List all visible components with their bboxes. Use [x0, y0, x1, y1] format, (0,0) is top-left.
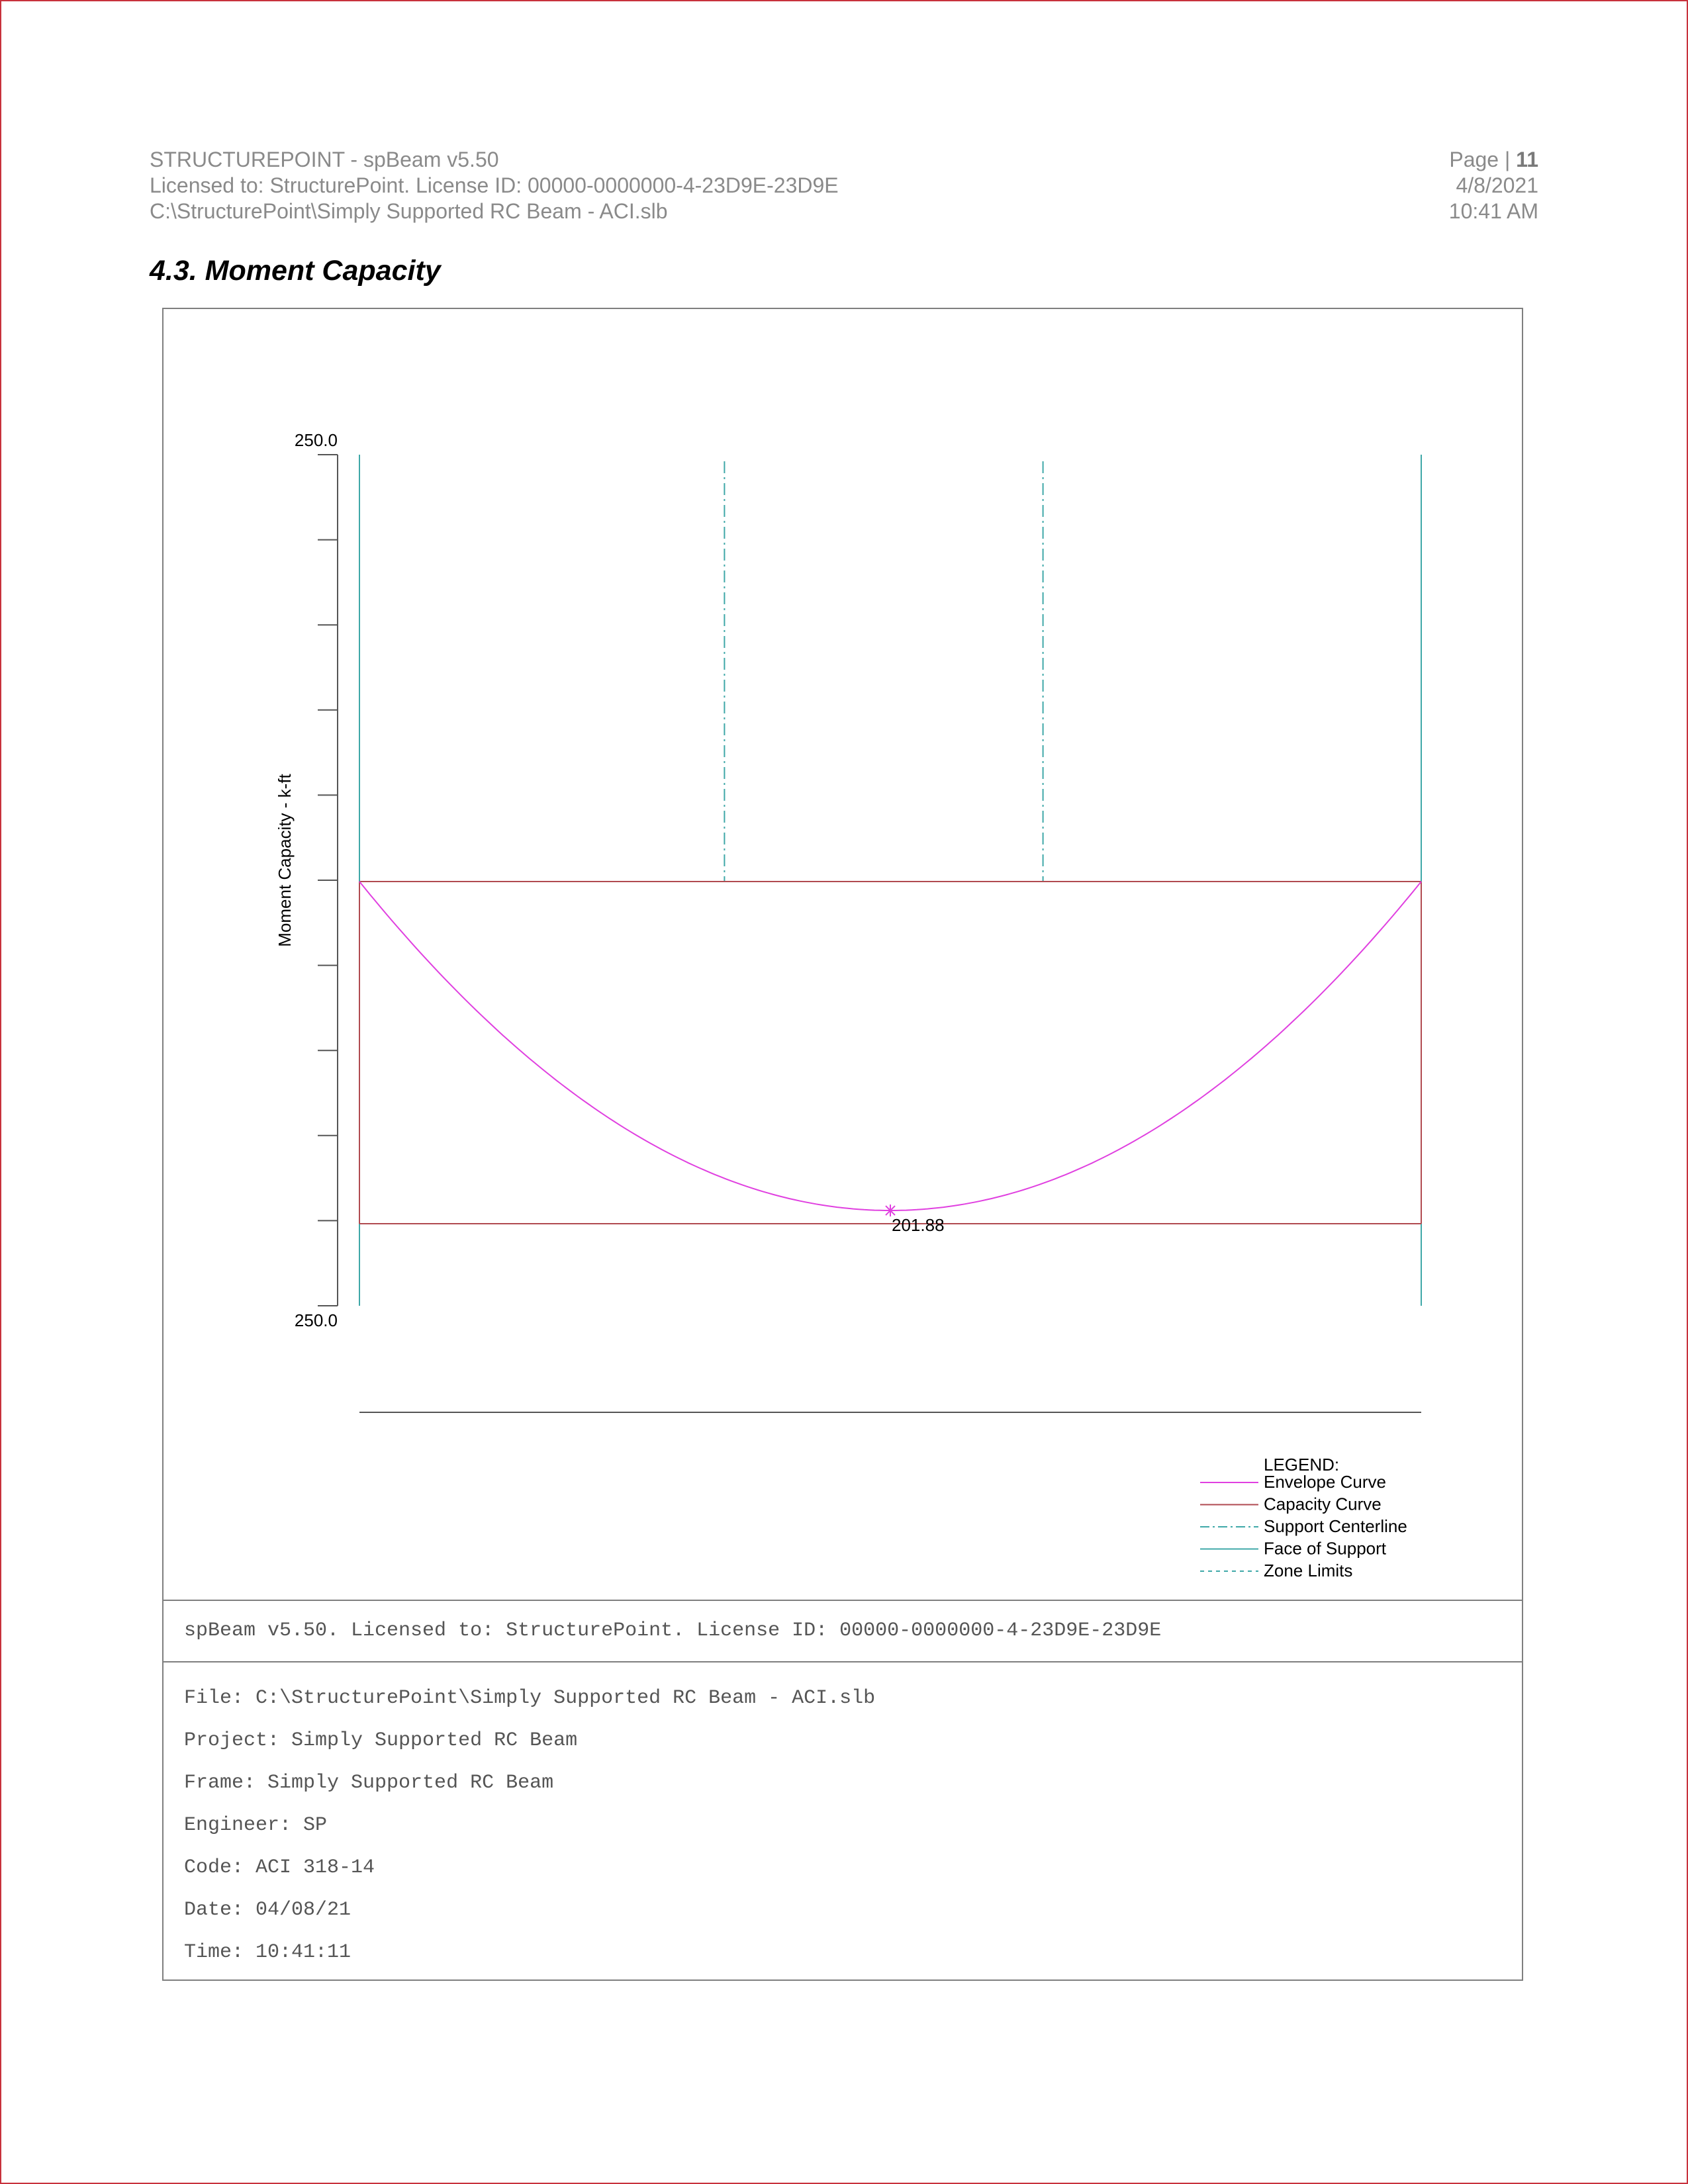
report-header-right: [1449, 147, 1538, 224]
info-project: Project: Simply Supported RC Beam: [184, 1729, 578, 1752]
y-axis-ticks: [318, 455, 338, 1306]
envelope-curve-line: [359, 882, 1421, 1210]
envelope-curve: [359, 882, 1421, 1210]
legend-item-label: Face of Support: [1264, 1538, 1386, 1559]
legend-title: LEGEND:: [1264, 1455, 1340, 1475]
info-engineer: Engineer: SP: [184, 1814, 328, 1837]
page-label: Page |: [1449, 148, 1517, 171]
y-axis-bottom-label: 250.0: [294, 1310, 338, 1330]
moment-capacity-chart: [164, 309, 1522, 1600]
header-time: 10:41 AM: [1448, 199, 1538, 223]
chart-frame: [162, 308, 1523, 1981]
info-date: Date: 04/08/21: [184, 1899, 352, 1921]
section-title: 4.3. Moment Capacity: [150, 255, 441, 287]
y-axis-top-label: 250.0: [294, 430, 338, 450]
report-header-left: [150, 147, 839, 224]
legend-item-label: Envelope Curve: [1264, 1472, 1386, 1492]
capacity-curve: [359, 882, 1421, 1224]
footer-license-line: spBeam v5.50. Licensed to: StructurePoint. License ID: 00000-0000000-4-23D9E-23D9E: [164, 1600, 1522, 1662]
legend-item-label: Zone Limits: [1264, 1561, 1353, 1580]
info-code: Code: ACI 318-14: [184, 1856, 375, 1879]
y-axis-title: Moment Capacity - k-ft: [275, 774, 295, 947]
info-frame: Frame: Simply Supported RC Beam: [184, 1772, 554, 1794]
footer-info-block: [164, 1662, 1522, 1974]
legend: [1200, 1455, 1407, 1580]
legend-item-label: Support Centerline: [1264, 1516, 1407, 1536]
legend-item-label: Capacity Curve: [1264, 1494, 1382, 1514]
header-page: [1449, 147, 1538, 173]
header-file-path: C:\StructurePoint\Simply Supported RC Beam - ACI.slb: [150, 199, 668, 223]
header-date: 4/8/2021: [1456, 173, 1538, 197]
peak-value-label: 201.88: [892, 1215, 945, 1236]
info-file: File: C:\StructurePoint\Simply Supported RC Beam - ACI.slb: [184, 1687, 876, 1709]
header-license: Licensed to: StructurePoint. License ID: 00000-0000000-4-23D9E-23D9E: [150, 173, 839, 197]
peak-marker-group: [884, 1205, 945, 1235]
header-product: STRUCTUREPOINT - spBeam v5.50: [150, 148, 499, 171]
info-time: Time: 10:41:11: [184, 1941, 352, 1964]
page-number: 11: [1516, 148, 1538, 171]
support-lines: [359, 455, 1421, 1306]
